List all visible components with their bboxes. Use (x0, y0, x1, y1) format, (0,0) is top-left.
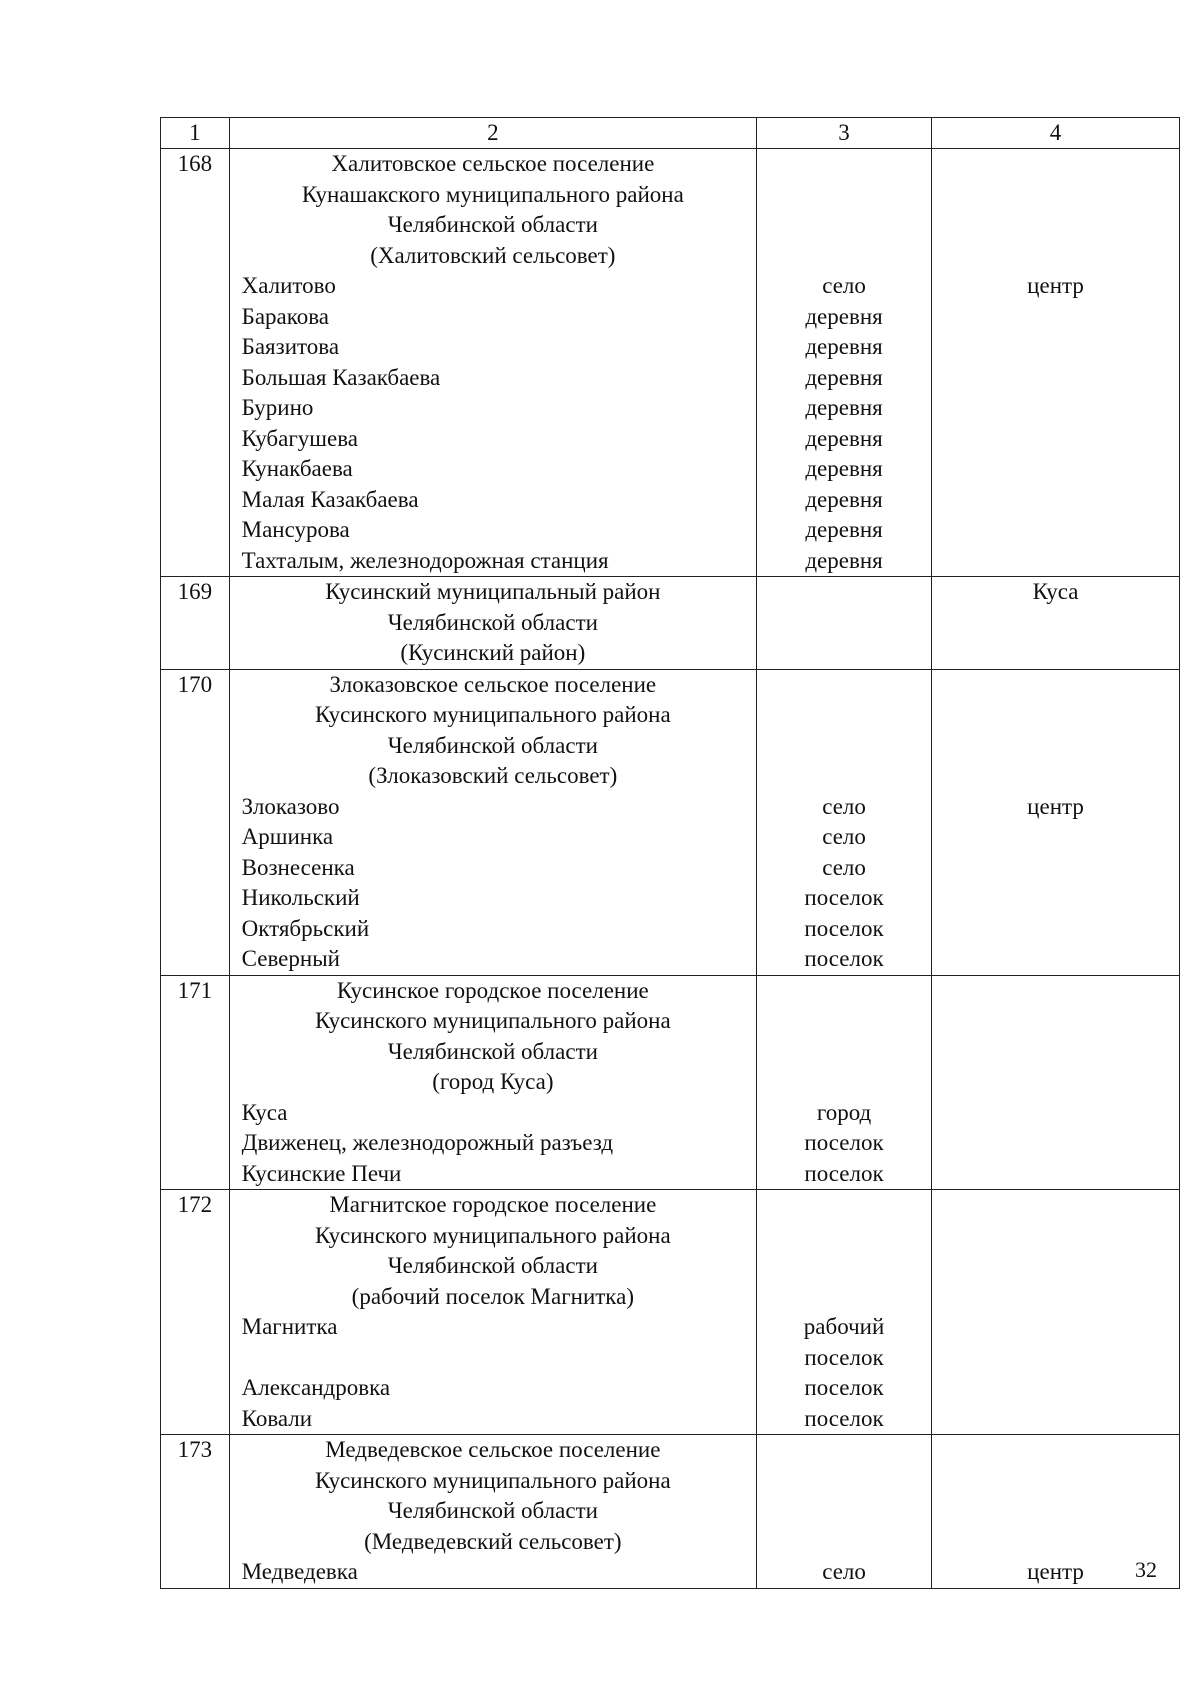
settlement-name: Аршинка (241, 824, 334, 849)
table-row (161, 149, 1180, 577)
settlement-type-cell (757, 1435, 932, 1589)
municipality-title-line: Челябинской области (387, 1038, 598, 1064)
settlement-name: Баракова (241, 303, 330, 329)
municipality-title-line: Челябинской области (387, 1498, 598, 1523)
municipality-title-line: Челябинской области (387, 732, 598, 758)
table-row (161, 1435, 1180, 1589)
settlement-name: Движенец, железнодорожный разъезд (241, 1130, 614, 1155)
municipality-title-line: Злоказовское сельское поселение (329, 671, 657, 697)
municipality-title-line: (рабочий поселок Магнитка) (351, 1283, 635, 1309)
settlement-name: Кубагушева (241, 425, 358, 451)
settlement-name: Большая Казакбаева (241, 364, 441, 390)
municipality-title-line: Челябинской области (387, 609, 598, 635)
settlement-type: деревня (805, 547, 883, 573)
municipality-title-line: Магнитское городское поселение (329, 1192, 657, 1217)
settlement-name: Злоказово (241, 793, 340, 819)
settlement-type: село (822, 854, 866, 880)
header-col-3: 3 (757, 118, 932, 149)
settlement-name: Ковали (241, 1405, 313, 1431)
row-number: 169 (161, 577, 230, 670)
row-number: 170 (161, 669, 230, 975)
table-row (161, 669, 1180, 975)
settlement-name: Бурино (241, 395, 314, 420)
center-note: центр (1027, 273, 1084, 298)
municipality-title-line: Кусинского муниципального района (314, 1467, 671, 1493)
settlement-type-cell (757, 975, 932, 1190)
settlement-type: поселок (804, 915, 884, 941)
settlement-type: поселок (804, 885, 884, 910)
settlement-type: рабочий (803, 1314, 885, 1339)
settlement-name-continuation (230, 1343, 756, 1374)
note-cell (932, 975, 1180, 1190)
municipality-title-line: Кусинского муниципального района (314, 1222, 671, 1248)
settlement-type-cell (757, 1190, 932, 1435)
row-number: 168 (161, 149, 230, 577)
table-header-row (161, 118, 1180, 149)
settlement-name: Мансурова (241, 517, 350, 542)
municipality-title-line: Кусинский муниципальный район (325, 579, 661, 604)
settlement-type: деревня (805, 486, 883, 512)
settlement-type-cell (757, 149, 932, 577)
settlement-type: деревня (805, 517, 883, 542)
settlement-name: Баязитова (241, 334, 340, 359)
settlement-name: Северный (241, 946, 340, 971)
municipality-cell (229, 577, 756, 670)
settlement-type: село (822, 1559, 866, 1584)
settlement-type: село (822, 824, 866, 849)
settlement-type: деревня (805, 425, 883, 451)
settlement-type-cell (757, 669, 932, 975)
center-note: Куса (1032, 579, 1079, 604)
settlement-name: Вознесенка (241, 854, 355, 880)
municipality-title-line: (Медведевский сельсовет) (364, 1528, 622, 1554)
municipality-title-line: Кусинского муниципального района (314, 1008, 671, 1033)
settlement-type: деревня (805, 395, 883, 420)
center-note: центр (1027, 1559, 1084, 1584)
settlement-name: Магнитка (241, 1314, 338, 1339)
table-row (161, 975, 1180, 1190)
municipality-cell (229, 975, 756, 1190)
settlement-type: поселок (804, 1344, 884, 1370)
settlement-type: село (822, 793, 866, 819)
municipality-title-line: Челябинской области (387, 212, 598, 237)
settlements-table (160, 117, 1180, 1589)
settlement-type: поселок (804, 1405, 884, 1431)
note-cell (932, 1190, 1180, 1435)
settlement-type: деревня (805, 456, 883, 481)
municipality-title-line: (город Куса) (432, 1069, 554, 1094)
settlement-name: Куса (241, 1099, 288, 1125)
settlement-type: деревня (805, 334, 883, 359)
settlement-type: деревня (805, 364, 883, 390)
row-number: 173 (161, 1435, 230, 1589)
settlement-name: Кусинские Печи (241, 1160, 402, 1186)
settlement-type: село (822, 273, 866, 298)
table-row (161, 1190, 1180, 1435)
municipality-title-line: Халитовское сельское поселение (331, 151, 655, 176)
settlement-name: Кунакбаева (241, 456, 353, 481)
settlement-type-cell (757, 577, 932, 670)
municipality-title-line: Медведевское сельское поселение (325, 1437, 661, 1462)
settlement-name: Малая Казакбаева (241, 486, 419, 512)
municipality-title-line: (Кусинский район) (400, 640, 586, 665)
settlement-name: Тахталым, железнодорожная станция (241, 547, 609, 573)
row-number: 172 (161, 1190, 230, 1435)
settlement-type: поселок (804, 1375, 884, 1400)
center-note: центр (1027, 793, 1084, 819)
municipality-title-line: Кунашакского муниципального района (301, 181, 684, 207)
municipality-title-line: Кусинское городское поселение (336, 977, 649, 1003)
header-col-1: 1 (161, 118, 230, 149)
settlement-type: поселок (804, 1130, 884, 1155)
municipality-title-line: Кусинского муниципального района (314, 702, 671, 727)
municipality-cell (229, 149, 756, 577)
note-cell (932, 577, 1180, 670)
header-col-2: 2 (229, 118, 756, 149)
municipality-title-line: (Халитовский сельсовет) (370, 242, 616, 268)
settlement-name: Александровка (241, 1375, 391, 1400)
municipality-cell (229, 1190, 756, 1435)
row-number: 171 (161, 975, 230, 1190)
municipality-title-line: Челябинской области (387, 1253, 598, 1278)
settlement-name: Медведевка (241, 1559, 358, 1584)
municipality-cell (229, 669, 756, 975)
municipality-cell (229, 1435, 756, 1589)
note-cell (932, 149, 1180, 577)
note-cell (932, 669, 1180, 975)
settlement-name: Октябрьский (241, 915, 370, 941)
table-row (161, 577, 1180, 670)
header-col-4: 4 (932, 118, 1180, 149)
settlement-name: Никольский (241, 885, 360, 910)
municipality-title-line: (Злоказовский сельсовет) (368, 763, 618, 788)
settlement-type: поселок (804, 1160, 884, 1186)
settlement-name: Халитово (241, 273, 336, 298)
settlement-type: деревня (805, 303, 883, 329)
settlement-type: поселок (804, 946, 884, 971)
page-number: 32 (1135, 1557, 1157, 1582)
settlement-type: город (816, 1099, 872, 1125)
